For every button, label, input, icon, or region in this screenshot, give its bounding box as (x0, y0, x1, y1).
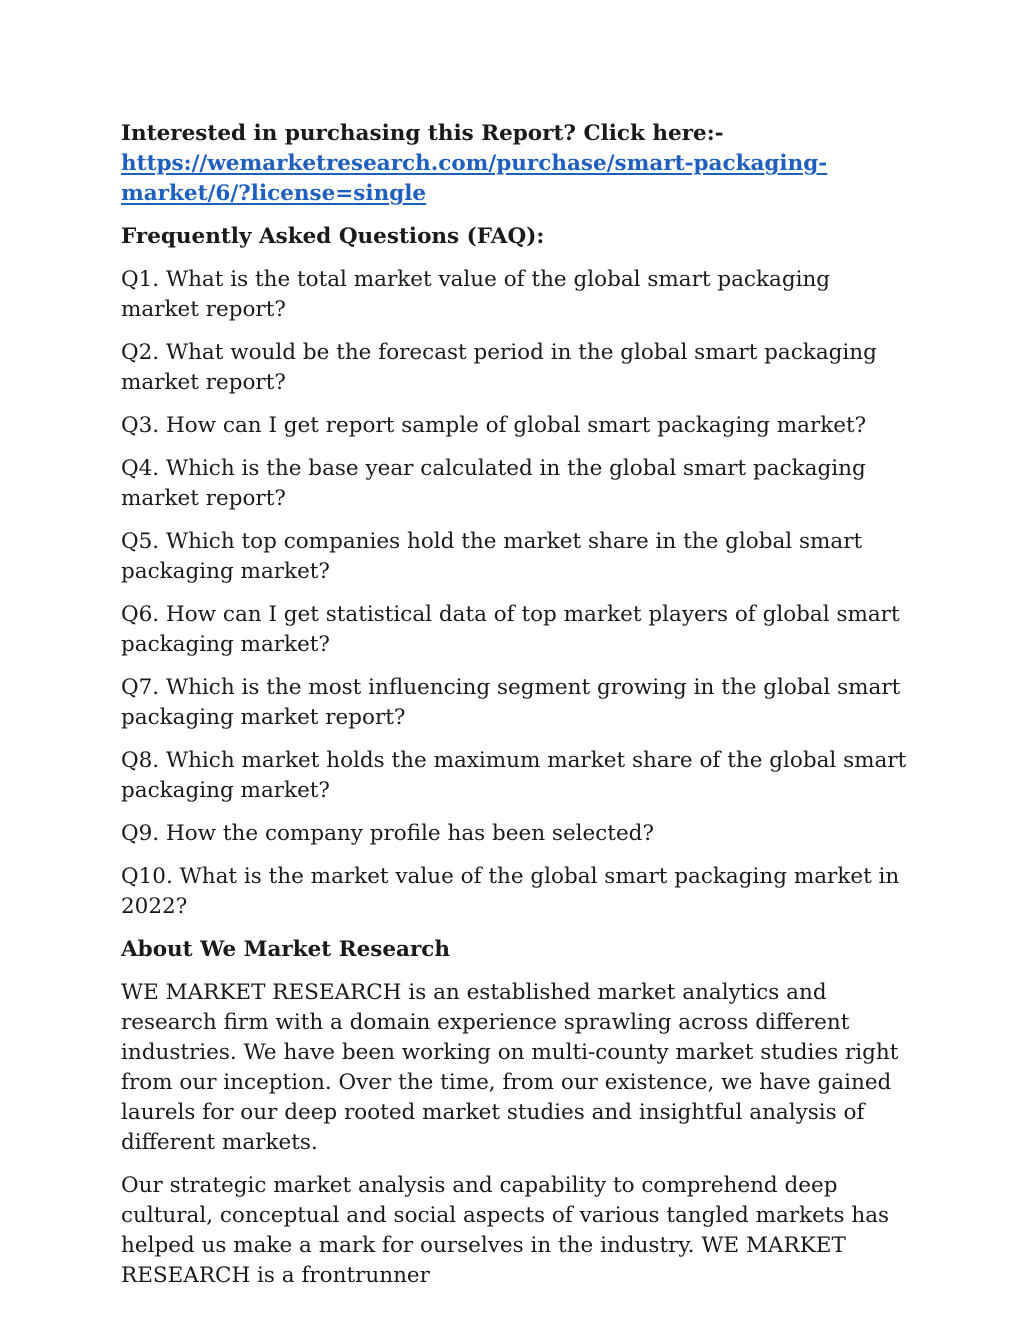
faq-item: Q9. How the company profile has been selected? (121, 821, 654, 846)
faq-heading: Frequently Asked Questions (FAQ): (121, 224, 545, 249)
faq-item: Q7. Which is the most influencing segment growing in the global smart packaging market report? (121, 675, 901, 730)
faq-item: Q1. What is the total market value of the global smart packaging market report? (121, 267, 831, 322)
about-paragraph: Our strategic market analysis and capability to comprehend deep cultural, conceptual and social aspects of various tangled markets has helped us make a mark for ourselves in the industry. WE MARKET RESEARCH is a frontrunner (121, 1173, 890, 1288)
document-page (121, 119, 911, 1304)
faq-item: Q3. How can I get report sample of global smart packaging market? (121, 413, 867, 438)
faq-item: Q2. What would be the forecast period in the global smart packaging market report? (121, 340, 877, 395)
purchase-link-line1[interactable]: https://wemarketresearch.com/purchase/smart-packaging- (121, 151, 828, 176)
faq-item: Q8. Which market holds the maximum market share of the global smart packaging market? (121, 748, 907, 803)
faq-item: Q6. How can I get statistical data of top market players of global smart packaging market? (121, 602, 900, 657)
faq-item: Q4. Which is the base year calculated in the global smart packaging market report? (121, 456, 866, 511)
faq-item: Q10. What is the market value of the global smart packaging market in 2022? (121, 864, 900, 919)
purchase-prompt: Interested in purchasing this Report? Click here:- (121, 121, 724, 146)
about-heading: About We Market Research (121, 937, 451, 962)
about-paragraph: WE MARKET RESEARCH is an established market analytics and research firm with a domain experience sprawling across different industries. We have been working on multi-county market studies right from our inception. Over the time, from our existence, we have gained laurels for our deep rooted market studies and insightful analysis of different markets. (121, 980, 899, 1155)
faq-item: Q5. Which top companies hold the market share in the global smart packaging market? (121, 529, 863, 584)
purchase-link[interactable] (121, 149, 911, 209)
purchase-link-line2[interactable]: market/6/?license=single (121, 181, 427, 206)
faq-list (121, 265, 911, 922)
purchase-section (121, 119, 911, 209)
